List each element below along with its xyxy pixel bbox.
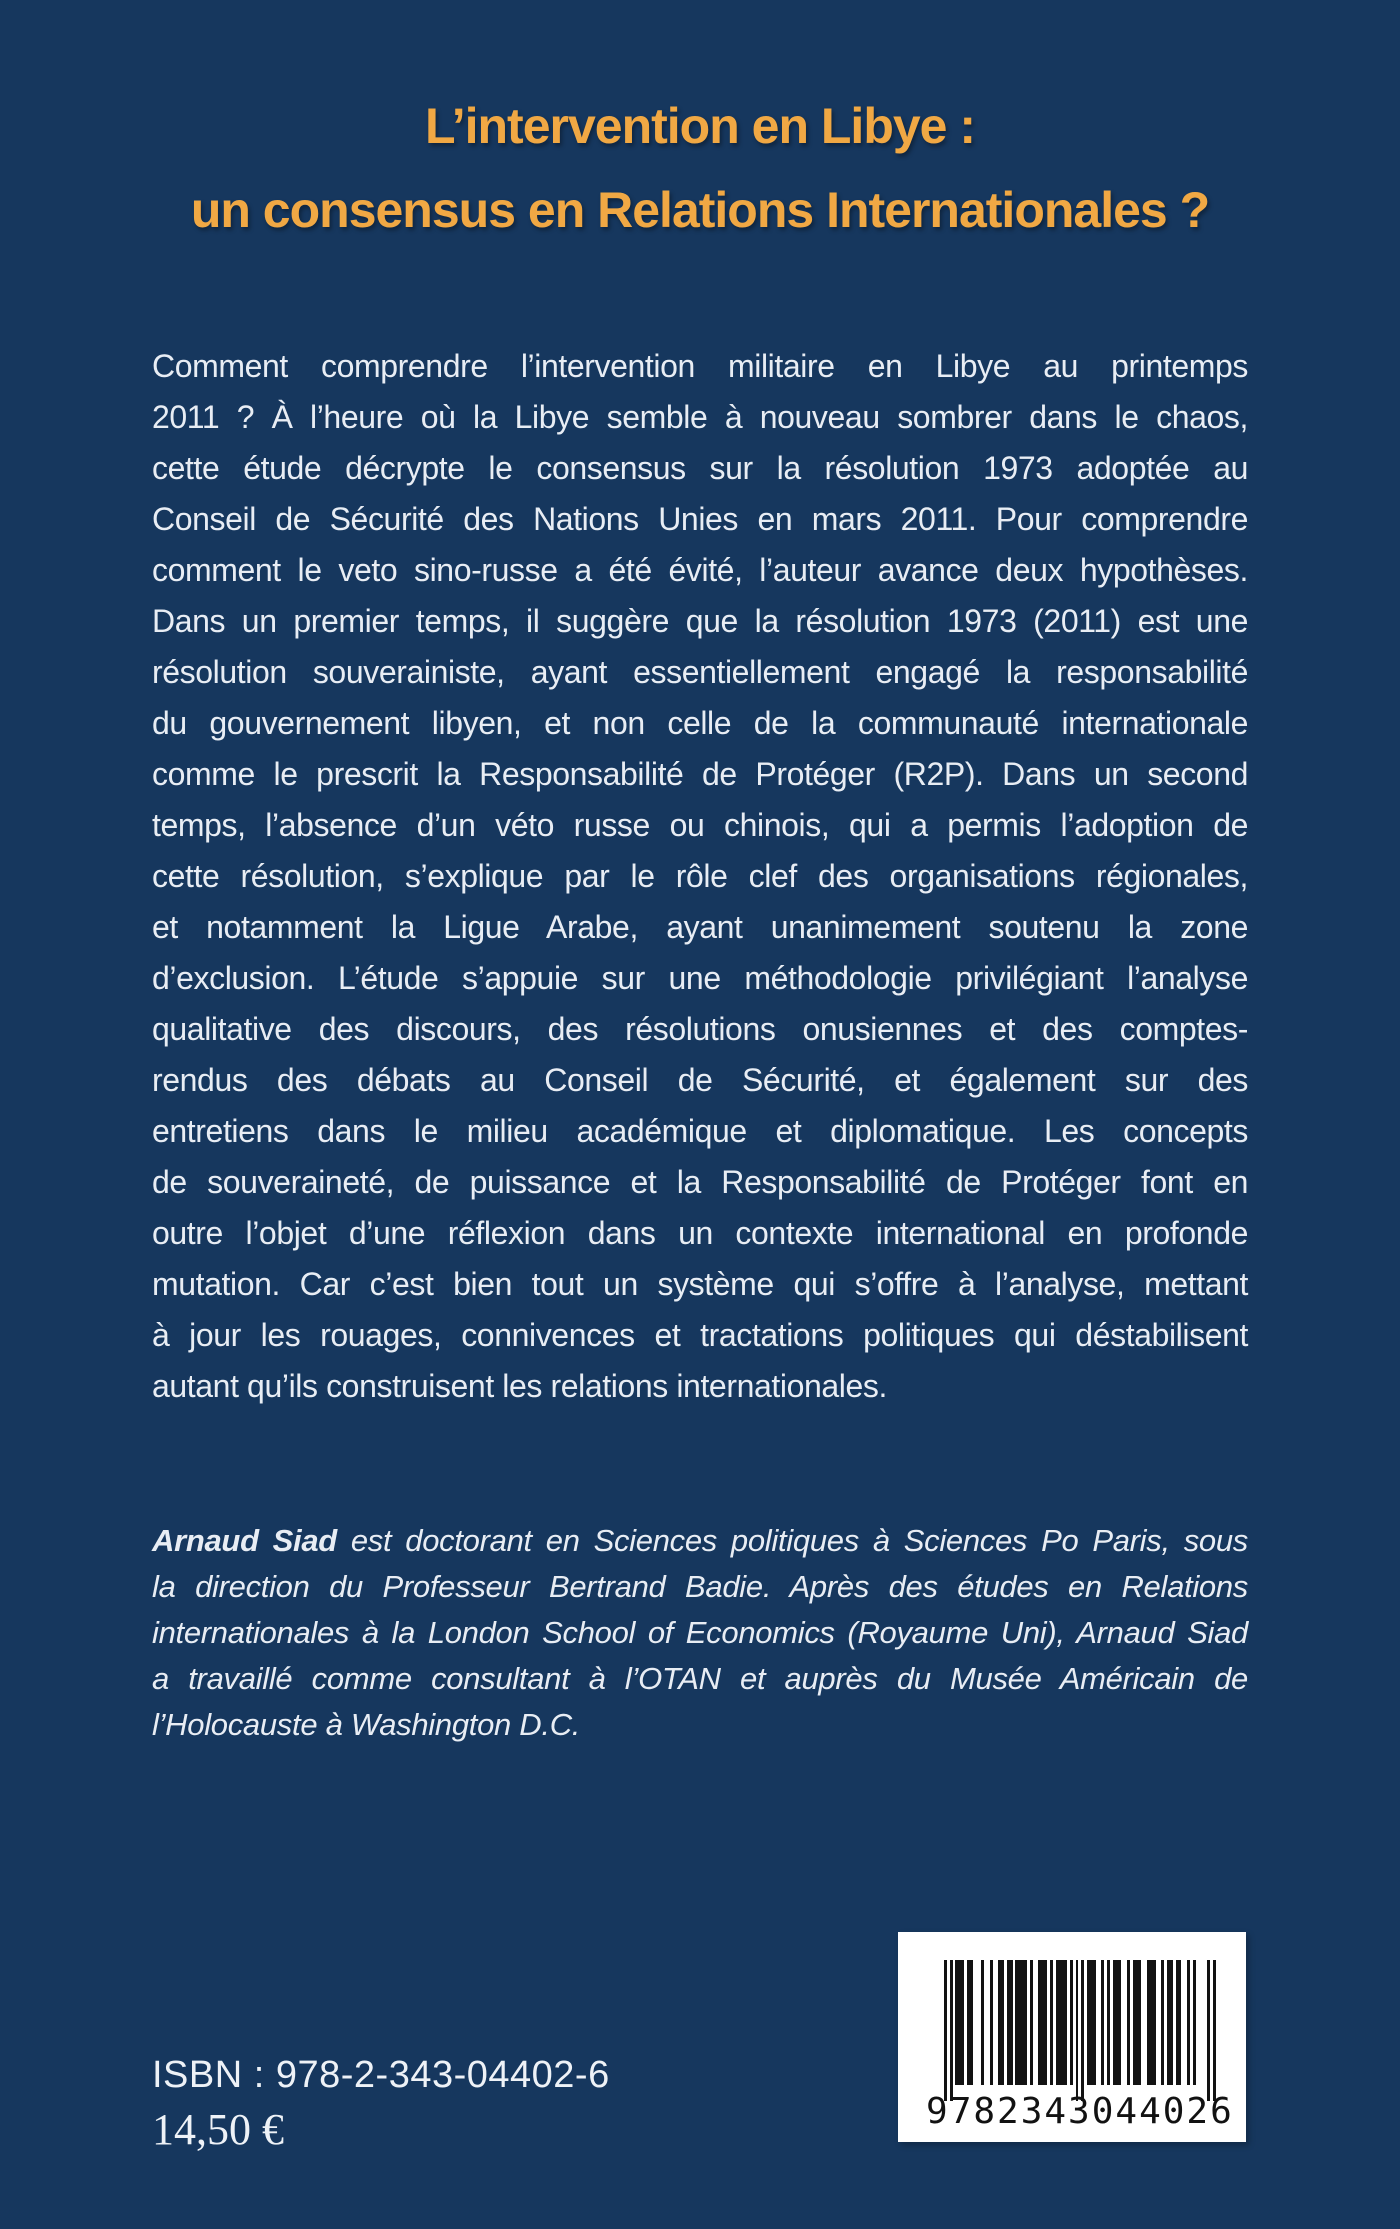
barcode-digits — [926, 2091, 1234, 2132]
synopsis-line-last: autant qu’ils construisent les relations internationales. — [152, 1368, 887, 1404]
synopsis-line: d’exclusion. L’étude s’appuie sur une méthodologie privilégiant l’analyse — [152, 960, 1248, 996]
author-name: Arnaud Siad — [152, 1523, 337, 1558]
synopsis — [152, 341, 1248, 1412]
barcode — [898, 1932, 1246, 2142]
barcode-digit-left: 9 — [926, 2091, 950, 2132]
synopsis-line: résolution souverainiste, ayant essentiellement engagé la responsabilité — [152, 654, 1248, 690]
bio-line: a travaillé comme consultant à l’OTAN et auprès du Musée Américain de — [152, 1661, 1248, 1696]
barcode-bars — [944, 1960, 1216, 2101]
barcode-digits-group2: 044026 — [1091, 2091, 1234, 2132]
title-line-2: un consensus en Relations Internationales ? — [190, 182, 1210, 238]
synopsis-line: et notamment la Ligue Arabe, ayant unanimement soutenu la zone — [152, 909, 1248, 945]
synopsis-line: Comment comprendre l’intervention militaire en Libye au printemps — [152, 348, 1248, 384]
bio-line: la direction du Professeur Bertrand Badie. Après des études en Relations — [152, 1569, 1248, 1604]
bio-line: internationales à la London School of Economics (Royaume Uni), Arnaud Siad — [152, 1615, 1248, 1650]
bio-line — [152, 1518, 1248, 1564]
isbn-label: ISBN : 978-2-343-04402-6 — [152, 2054, 610, 2096]
author-bio — [152, 1518, 1248, 1748]
synopsis-line: cette résolution, s’explique par le rôle clef des organisations régionales, — [152, 858, 1248, 894]
synopsis-line: Conseil de Sécurité des Nations Unies en mars 2011. Pour comprendre — [152, 501, 1248, 537]
title-line-1: L’intervention en Libye : — [424, 98, 976, 154]
synopsis-line: rendus des débats au Conseil de Sécurité, et également sur des — [152, 1062, 1248, 1098]
synopsis-line: mutation. Car c’est bien tout un système qui s’offre à l’analyse, mettant — [152, 1266, 1248, 1302]
synopsis-line: comment le veto sino-russe a été évité, l’auteur avance deux hypothèses. — [152, 552, 1248, 588]
price-label: 14,50 € — [152, 2105, 284, 2154]
synopsis-line: à jour les rouages, connivences et tractations politiques qui déstabilisent — [152, 1317, 1248, 1353]
synopsis-line: cette étude décrypte le consensus sur la résolution 1973 adoptée au — [152, 450, 1248, 486]
synopsis-line: qualitative des discours, des résolutions onusiennes et des comptes- — [152, 1011, 1248, 1047]
synopsis-line: comme le prescrit la Responsabilité de Protéger (R2P). Dans un second — [152, 756, 1248, 792]
synopsis-line: du gouvernement libyen, et non celle de la communauté internationale — [152, 705, 1248, 741]
bio-line-1-text: est doctorant en Sciences politiques à Sciences Po Paris, sous — [336, 1523, 1249, 1558]
bio-line-last: l’Holocauste à Washington D.C. — [152, 1707, 581, 1742]
synopsis-line: temps, l’absence d’un véto russe ou chinois, qui a permis l’adoption de — [152, 807, 1248, 843]
synopsis-line: 2011 ? À l’heure où la Libye semble à nouveau sombrer dans le chaos, — [152, 399, 1248, 435]
book-title — [0, 84, 1400, 252]
synopsis-line: outre l’objet d’une réflexion dans un contexte international en profonde — [152, 1215, 1248, 1251]
synopsis-line: Dans un premier temps, il suggère que la résolution 1973 (2011) est une — [152, 603, 1248, 639]
synopsis-line: de souveraineté, de puissance et la Responsabilité de Protéger font en — [152, 1164, 1248, 1200]
barcode-digits-group1: 782343 — [949, 2091, 1092, 2132]
synopsis-line: entretiens dans le milieu académique et diplomatique. Les concepts — [152, 1113, 1248, 1149]
